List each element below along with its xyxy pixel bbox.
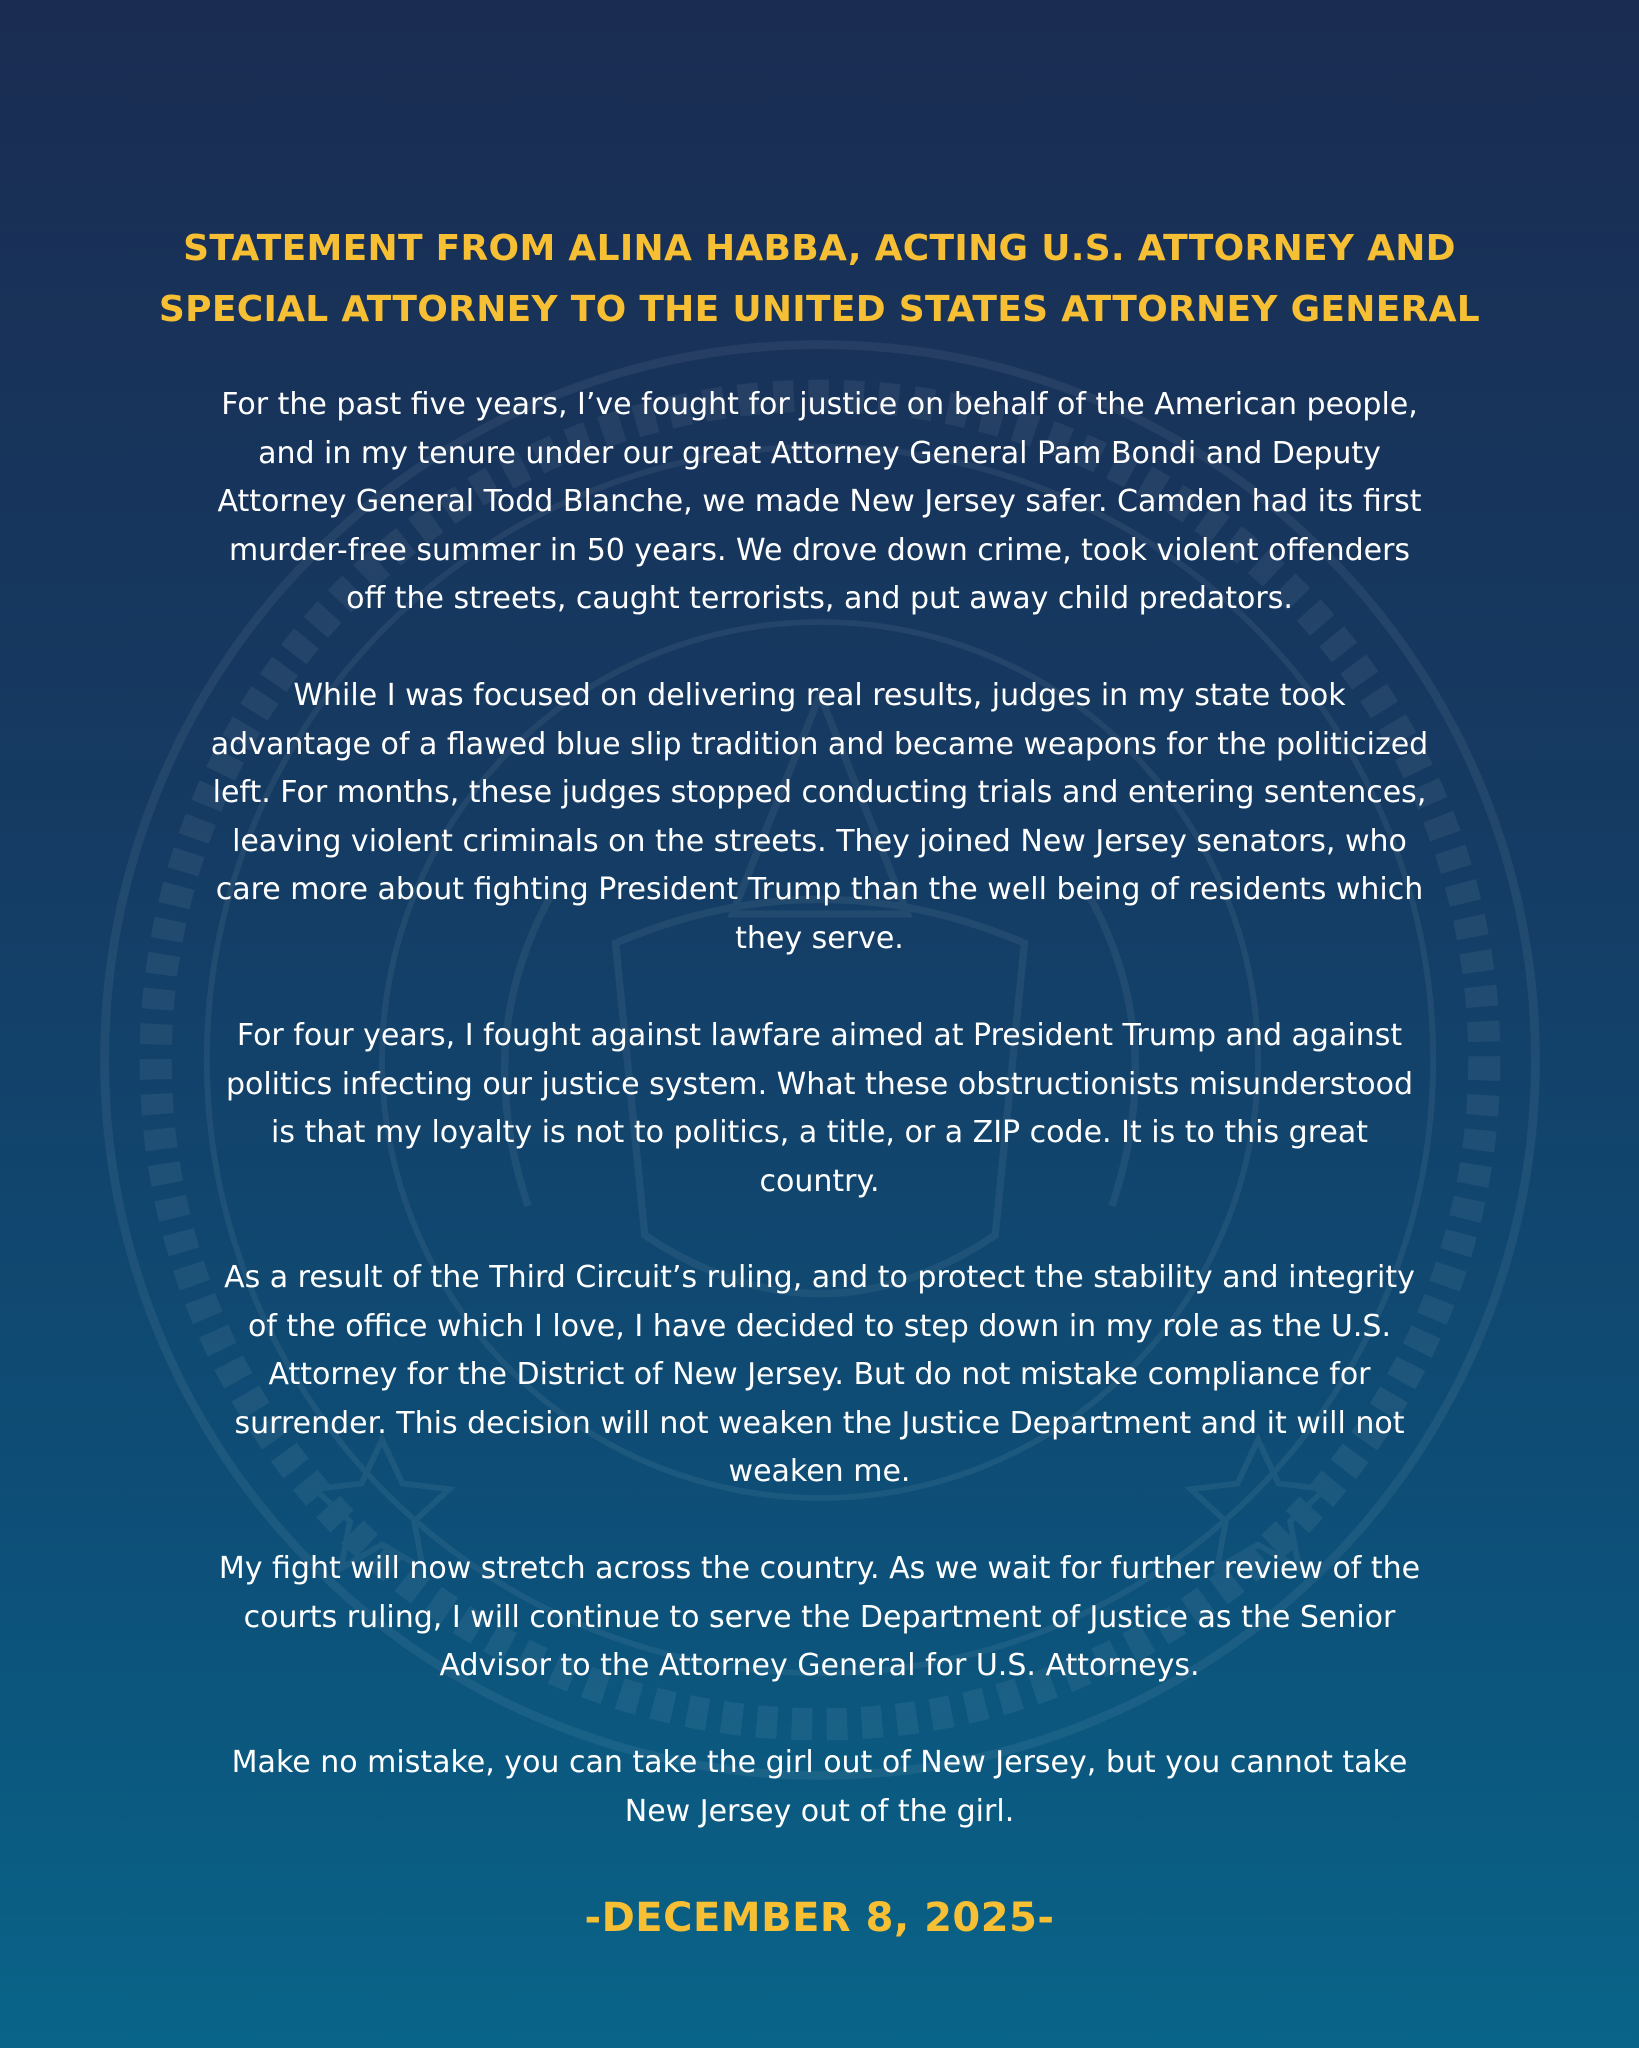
paragraph-line: left. For months, these judges stopped conducting trials and entering sentences, xyxy=(212,775,1427,810)
paragraph-line: leaving violent criminals on the streets. They joined New Jersey senators, who xyxy=(232,823,1407,859)
paragraph-line: care more about fighting President Trump than the well being of residents which xyxy=(215,872,1424,907)
paragraph-line: For four years, I fought against lawfare aimed at President Trump and against xyxy=(236,1018,1403,1053)
paragraph-line: advantage of a flawed blue slip tradition and became weapons for the politicized xyxy=(210,726,1429,762)
paragraph-line: Advisor to the Attorney General for U.S. Attorneys. xyxy=(439,1648,1200,1683)
paragraph-line: As a result of the Third Circuit’s ruling, and to protect the stability and integrity xyxy=(224,1260,1415,1295)
statement-date: -DECEMBER 8, 2025- xyxy=(584,1895,1055,1941)
statement-heading xyxy=(40,218,1599,340)
paragraph-line: My fight will now stretch across the country. As we wait for further review of the xyxy=(218,1551,1421,1586)
statement-paragraph-5 xyxy=(80,1545,1559,1691)
paragraph-line: weaken me. xyxy=(728,1454,911,1489)
paragraph-line: While I was focused on delivering real results, judges in my state took xyxy=(293,678,1346,713)
heading-line: STATEMENT FROM ALINA HABBA, ACTING U.S. ATTORNEY AND xyxy=(183,228,1456,269)
statement-paragraph-1 xyxy=(80,381,1559,624)
paragraph-line: Attorney General Todd Blanche, we made New Jersey safer. Camden had its first xyxy=(217,484,1422,519)
paragraph-line: For the past five years, I’ve fought for justice on behalf of the American people, xyxy=(221,387,1418,422)
paragraph-line: and in my tenure under our great Attorney General Pam Bondi and Deputy xyxy=(258,435,1381,471)
statement-paragraph-3 xyxy=(80,1012,1559,1206)
paragraph-line: Make no mistake, you can take the girl out of New Jersey, but you cannot take xyxy=(231,1745,1408,1780)
paragraph-line: of the office which I love, I have decided to step down in my role as the U.S. xyxy=(247,1308,1391,1344)
heading-line: SPECIAL ATTORNEY TO THE UNITED STATES ATTORNEY GENERAL xyxy=(158,289,1481,330)
statement-paragraph-4 xyxy=(80,1254,1559,1497)
paragraph-line: is that my loyalty is not to politics, a title, or a ZIP code. It is to this great xyxy=(270,1115,1368,1150)
paragraph-line: New Jersey out of the girl. xyxy=(624,1793,1015,1829)
statement-paragraph-6 xyxy=(80,1739,1559,1836)
paragraph-line: they serve. xyxy=(735,920,904,956)
paragraph-line: surrender. This decision will not weaken the Justice Department and it will not xyxy=(234,1405,1405,1441)
paragraph-line: country. xyxy=(759,1163,880,1199)
paragraph-line: courts ruling, I will continue to serve the Department of Justice as the Senior xyxy=(243,1599,1396,1635)
paragraph-line: murder-free summer in 50 years. We drove down crime, took violent offenders xyxy=(228,532,1411,568)
paragraph-line: politics infecting our justice system. What these obstructionists misunderstood xyxy=(225,1066,1414,1102)
statement-paragraph-2 xyxy=(80,672,1559,963)
paragraph-line: Attorney for the District of New Jersey. But do not mistake compliance for xyxy=(268,1357,1371,1392)
paragraph-line: off the streets, caught terrorists, and put away child predators. xyxy=(346,581,1293,616)
